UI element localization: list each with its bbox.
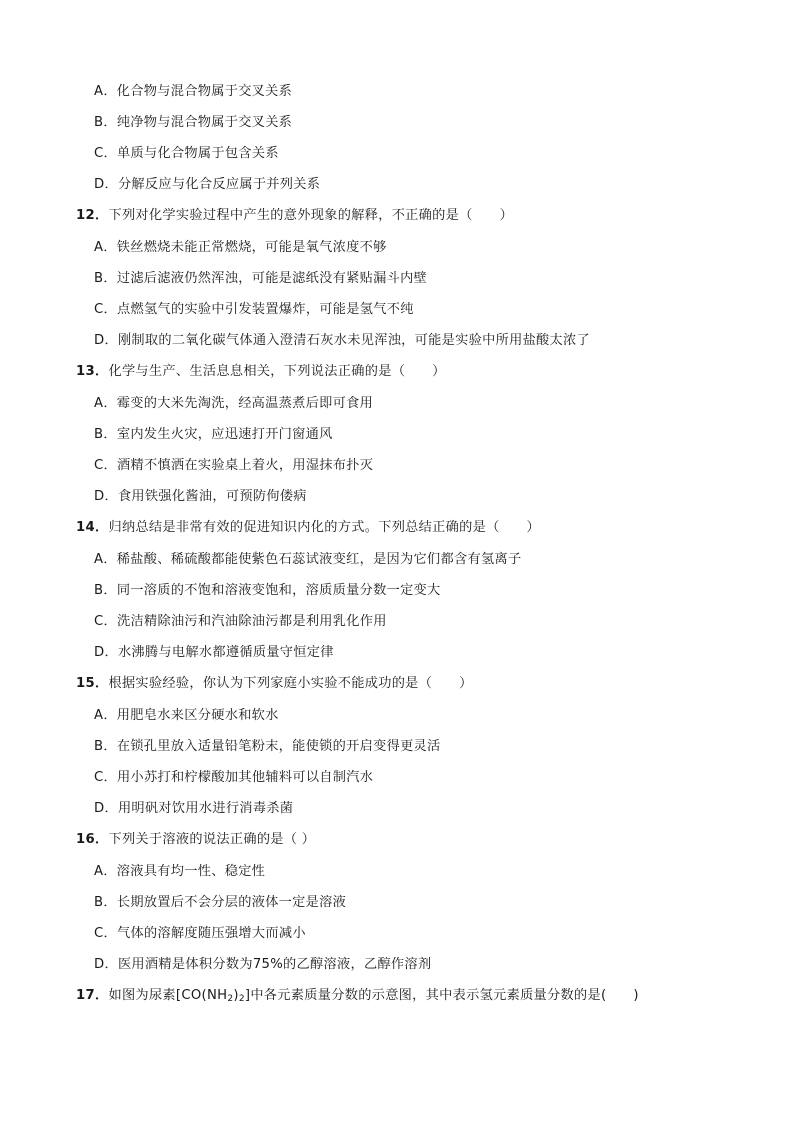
option-b: B．过滤后滤液仍然浑浊，可能是滤纸没有紧贴漏斗内壁 [94,271,428,286]
option-a: A．溶液具有均一性、稳定性 [94,864,266,879]
option-a: A．用肥皂水来区分硬水和软水 [94,708,279,723]
option-c: C．酒精不慎洒在实验桌上着火，用湿抹布扑灭 [94,458,374,473]
option-b: B．长期放置后不会分层的液体一定是溶液 [94,895,347,910]
option-d: D．用明矾对饮用水进行消毒杀菌 [94,801,294,816]
option-a: A．铁丝燃烧未能正常燃烧，可能是氧气浓度不够 [94,240,387,255]
question-stem: 归纳总结是非常有效的促进知识内化的方式。下列总结正确的是（ ） [108,520,541,535]
option-c: C．气体的溶解度随压强增大而减小 [94,926,306,941]
question-12 [76,208,513,224]
option-b: B．室内发生火灾，应迅速打开门窗通风 [94,427,333,442]
option-b: B．纯净物与混合物属于交叉关系 [94,115,293,130]
question-13 [76,364,446,380]
stem-part: ) [233,988,239,1003]
question-stem: 下列关于溶液的说法正确的是（ ） [108,832,316,847]
question-number: 17． [76,988,109,1003]
question-16 [76,832,315,848]
question-14 [76,520,540,536]
question-number: 15． [76,676,109,691]
option-d: D．医用酒精是体积分数为75%的乙醇溶液，乙醇作溶剂 [94,957,432,972]
option-c: C．点燃氢气的实验中引发装置爆炸，可能是氢气不纯 [94,302,414,317]
question-number: 13． [76,364,109,379]
stem-part: ]中各元素质量分数的示意图，其中表示氢元素质量分数的是( ) [244,988,639,1003]
question-number: 14． [76,520,109,535]
option-a: A．稀盐酸、稀硫酸都能使紫色石蕊试液变红，是因为它们都含有氢离子 [94,552,522,567]
option-b: B．在锁孔里放入适量铅笔粉末，能使锁的开启变得更灵活 [94,739,441,754]
option-a: A．化合物与混合物属于交叉关系 [94,84,293,99]
question-stem: 根据实验经验，你认为下列家庭小实验不能成功的是（ ） [108,676,473,691]
stem-part: 如图为尿素[CO(NH [108,988,228,1003]
option-d: D．食用铁强化酱油，可预防佝偻病 [94,489,307,504]
option-c: C．单质与化合物属于包含关系 [94,146,279,161]
option-c: C．用小苏打和柠檬酸加其他辅料可以自制汽水 [94,770,374,785]
question-stem: 化学与生产、生活息息相关，下列说法正确的是（ ） [108,364,446,379]
question-stem: 下列对化学实验过程中产生的意外现象的解释，不正确的是（ ） [108,208,514,223]
question-number: 12． [76,208,109,223]
subscript: 2 [227,994,234,1004]
question-17 [76,988,639,1004]
option-a: A．霉变的大米先淘洗，经高温蒸煮后即可食用 [94,396,374,411]
option-d: D．分解反应与化合反应属于并列关系 [94,177,321,192]
option-c: C．洗洁精除油污和汽油除油污都是利用乳化作用 [94,614,387,629]
option-d: D．刚制取的二氧化碳气体通入澄清石灰水未见浑浊，可能是实验中所用盐酸太浓了 [94,333,591,348]
question-number: 16． [76,832,109,847]
option-b: B．同一溶质的不饱和溶液变饱和，溶质质量分数一定变大 [94,583,441,598]
question-15 [76,676,473,692]
subscript: 2 [238,994,245,1004]
option-d: D．水沸腾与电解水都遵循质量守恒定律 [94,645,334,660]
question-stem [108,988,638,1003]
